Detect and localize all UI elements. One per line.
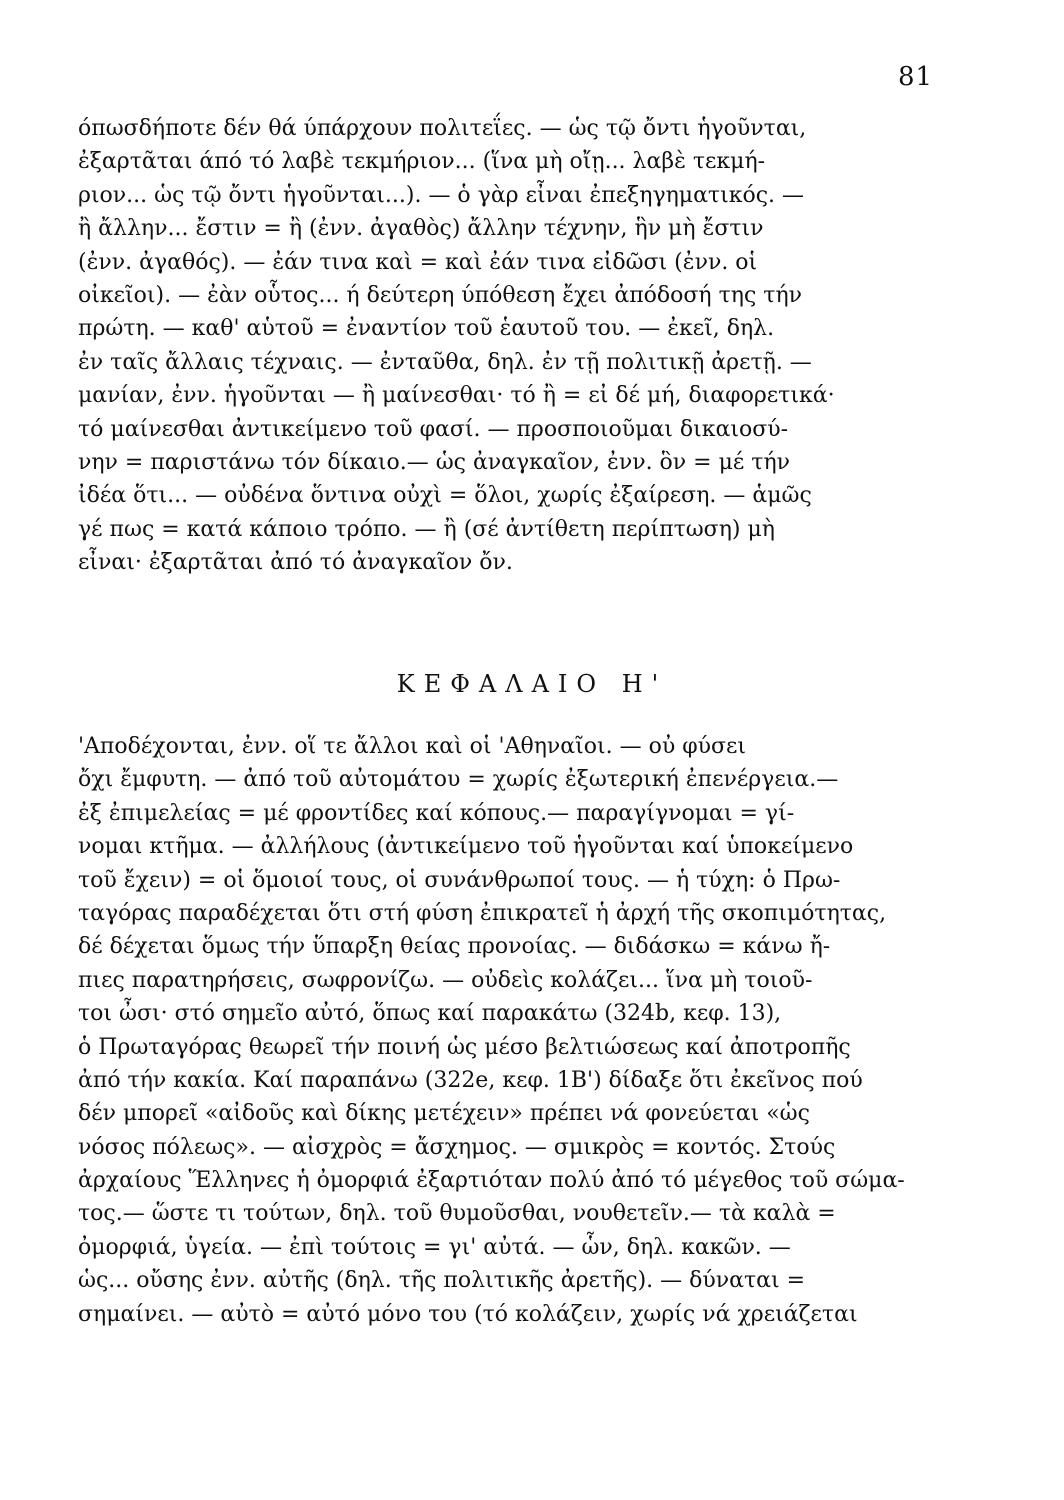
text-line: ἀρχαίους Ἕλληνες ἡ ὀμορφιά ἐξαρτιόταν πολύ ἀπό τό μέγεθος τοῦ σώμα- [78,1168,905,1194]
text-line: μανίαν, ἐνν. ἡγοῦνται — ἢ μαίνεσθαι· τό ἢ = εἰ δέ μή, διαφορετικά· [78,383,835,409]
text-line: ἐν ταῖς ἄλλαις τέχναις. — ἐνταῦθα, δηλ. ἐν τῇ πολιτικῇ ἀρετῇ. — [78,349,812,375]
page-number: 81 [898,62,934,92]
text-line: όπωσδήποτε δέν θά ύπάρχουν πολιτεΐες. — ὡς τῷ ὄντι ἡγοῦνται, [78,116,807,141]
text-line: νην = παριστάνω τόν δίκαιο.— ὡς ἀναγκαῖον, ἐνν. ὃν = μέ τήν [78,449,791,475]
text-line: τό μαίνεσθαι ἀντικείμενο τοῦ φασί. — προσποιοῦμαι δικαιοσύ- [78,416,789,442]
text-line: 'Αποδέχονται, ἐνν. οἵ τε ἄλλοι καὶ οἱ 'Αθηναῖοι. — οὐ φύσει [78,734,747,759]
text-line: ὀμορφιά, ὑγεία. — ἐπὶ τούτοις = γι' αὐτά. — ὧν, δηλ. κακῶν. — [78,1234,791,1260]
text-line: ταγόρας παραδέχεται ὅτι στή φύση ἐπικρατεῖ ἡ ἀρχή τῆς σκοπιμότητας, [78,900,887,926]
text-line: πιες παρατηρήσεις, σωφρονίζω. — οὐδεὶς κολάζει... ἵνα μὴ τοιοῦ- [78,967,813,993]
text-line: ὄχι ἔμφυτη. — ἀπό τοῦ αὐτομάτου = χωρίς ἐξωτερική ἐπενέργεια.— [78,767,839,793]
text-line: ριον... ὡς τῷ ὄντι ἡγοῦνται...). — ὁ γὰρ εἶναι ἐπεξηγηματικός. — [78,182,805,208]
text-line: τοῦ ἔχειν) = οἱ ὅμοιοί τους, οἱ συνάνθρωποί τους. — ἡ τύχη: ὁ Πρω- [78,867,841,893]
text-line: ἐξ ἐπιμελείας = μέ φροντίδες καί κόπους.— παραγίγνομαι = γί- [78,800,795,826]
chapter-title: ΚΕΦΑΛΑΙΟ Η' [396,670,668,698]
text-line: τοι ὦσι· στό σημεῖο αὐτό, ὅπως καί παρακάτω (324b, κεφ. 13), [78,1001,782,1027]
text-line: ἀπό τήν κακία. Καί παραπάνω (322e, κεφ. 1Β') δίδαξε ὅτι ἐκεῖνος πού [78,1067,863,1093]
text-line: ὡς... οὔσης ἐνν. αὐτῆς (δηλ. τῆς πολιτικῆς ἀρετῆς). — δύναται = [78,1268,806,1294]
text-line: νόσος πόλεως». — αἰσχρὸς = ἄσχημος. — σμικρὸς = κοντός. Στούς [78,1134,836,1160]
text-line: ἢ ἄλλην... ἔστιν = ἢ (ἐνν. ἀγαθὸς) ἄλλην τέχνην, ἣν μὴ ἔστιν [78,216,764,242]
text-line: (ἐνν. ἀγαθός). — ἐάν τινα καὶ = καὶ ἐάν τινα εἰδῶσι (ἐνν. οἱ [78,249,758,275]
text-line: σημαίνει. — αὐτὸ = αὐτό μόνο του (τό κολάζειν, χωρίς νά χρειάζεται [78,1301,858,1327]
notes-section-2 [78,730,938,1331]
text-line: ὁ Πρωταγόρας θεωρεῖ τήν ποινή ὡς μέσο βελτιώσεως καί ἀποτροπῆς [78,1034,851,1060]
text-line: ἐξαρτᾶται άπό τό λαβὲ τεκμήριον... (ἵνα μὴ οἴῃ... λαβὲ τεκμή- [78,149,766,175]
text-line: γέ πως = κατά κάποιο τρόπο. — ἢ (σέ ἀντίθετη περίπτωση) μὴ [78,516,775,542]
notes-section-1 [78,112,938,579]
text-line: δέ δέχεται ὅμως τήν ὕπαρξη θείας προνοίας. — διδάσκω = κάνω ἤ- [78,934,831,960]
text-line: τος.— ὥστε τι τούτων, δηλ. τοῦ θυμοῦσθαι, νουθετεῖν.— τὰ καλὰ = [78,1201,836,1227]
text-line: εἶναι· ἐξαρτᾶται ἀπό τό ἀναγκαῖον ὄν. [78,550,513,576]
text-line: νομαι κτῆμα. — ἀλλήλους (ἀντικείμενο τοῦ ἡγοῦνται καί ὑποκείμενο [78,834,854,860]
text-line: δέν μπορεῖ «αἰδοῦς καὶ δίκης μετέχειν» πρέπει νά φονεύεται «ὡς [78,1101,810,1127]
text-line: ἰδέα ὅτι... — οὐδένα ὅντινα οὐχὶ = ὅλοι, χωρίς ἐξαίρεση. — ἁμῶς [78,483,812,509]
text-line: πρώτη. — καθ' αὑτοῦ = ἐναντίον τοῦ ἑαυτοῦ του. — ἐκεῖ, δηλ. [78,316,775,342]
text-line: οἰκεῖοι). — ἐὰν οὗτος... ή δεύτερη ύπόθεση ἔχει ἀπόδοσή της τήν [78,282,803,308]
